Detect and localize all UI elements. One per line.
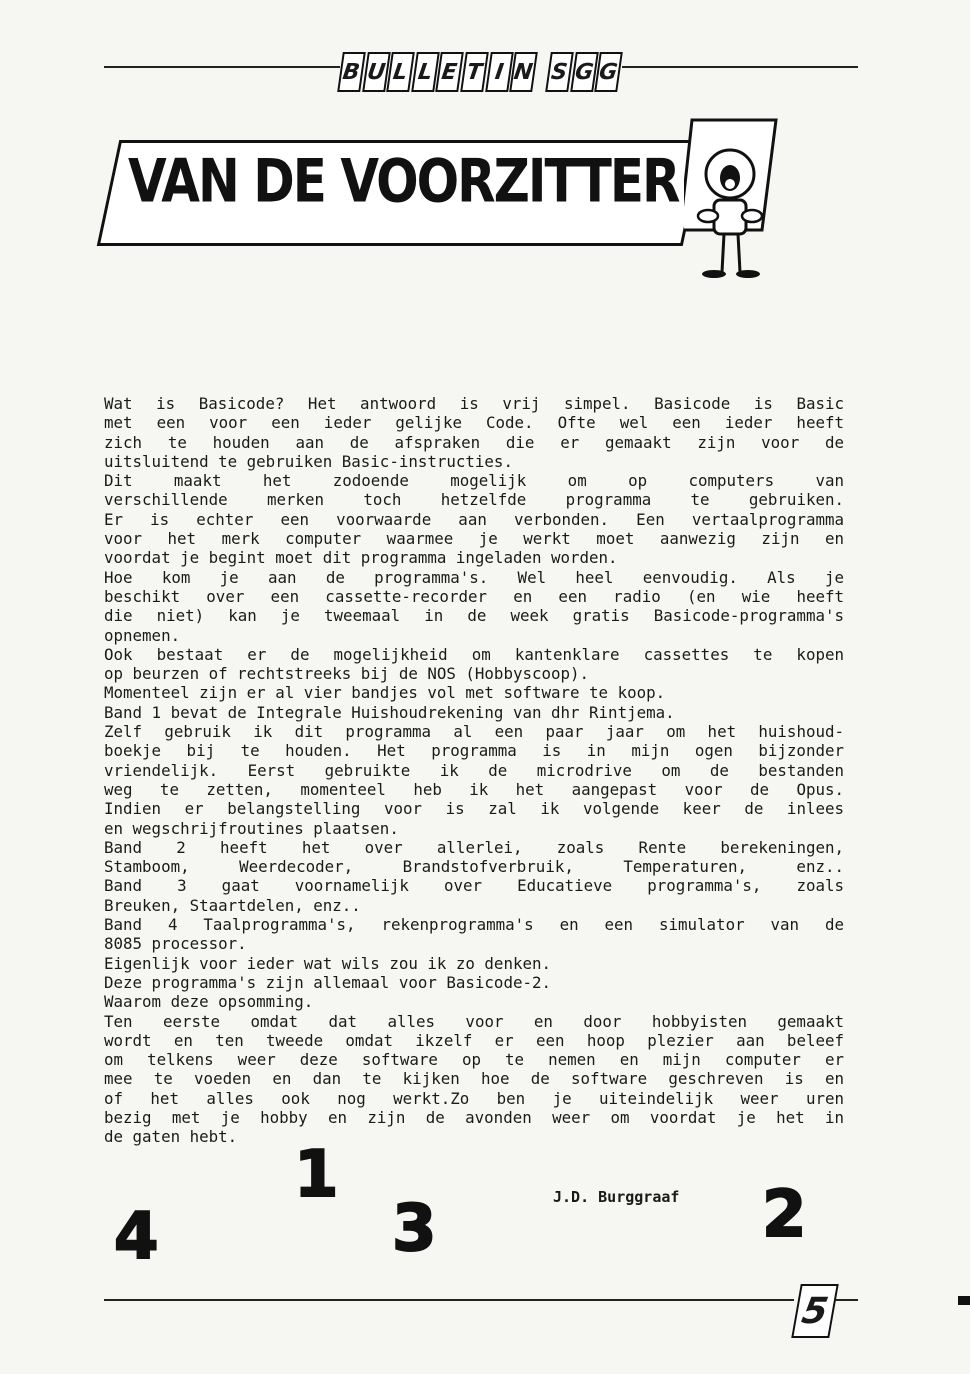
article-line: of het alles ook nog werkt.Zo ben je uiteindelijk weer uren bbox=[104, 1088, 844, 1108]
article-line: om telkens weer deze software op te nemen en mijn computer er bbox=[104, 1050, 844, 1070]
masthead-letter: T bbox=[460, 52, 488, 92]
top-rule-right bbox=[622, 66, 858, 68]
bottom-rule-right bbox=[834, 1299, 858, 1301]
article-line: verschillende merken toch hetzelfde programma te gebruiken. bbox=[104, 490, 844, 510]
masthead-letter: I bbox=[485, 52, 513, 92]
article-line: Hoe kom je aan de programma's. Wel heel eenvoudig. Als je bbox=[104, 567, 844, 587]
page-number: 5 bbox=[791, 1284, 839, 1338]
masthead bbox=[340, 50, 620, 94]
article-body bbox=[104, 394, 844, 1147]
article-line: uitsluitend te gebruiken Basic-instructies. bbox=[104, 451, 513, 471]
article-line: vriendelijk. Eerst gebruikte ik de microdrive om de bestanden bbox=[104, 760, 844, 780]
article-line: weg te zetten, momenteel heb ik het aangepast voor de Opus. bbox=[104, 779, 844, 799]
masthead-letter: G bbox=[595, 52, 623, 92]
article-line: voor het merk computer waarmee je werkt moet aanwezig zijn en bbox=[104, 529, 844, 549]
big-number-2: 2 bbox=[762, 1178, 807, 1252]
masthead-letter: L bbox=[386, 52, 414, 92]
masthead-letter: U bbox=[362, 52, 390, 92]
article-line: 8085 processor. bbox=[104, 934, 247, 954]
article-line: wordt en ten tweede omdat ikzelf er een hoop plezier aan beleef bbox=[104, 1030, 844, 1050]
article-line: Breuken, Staartdelen, enz.. bbox=[104, 895, 361, 915]
article-line: Wat is Basicode? Het antwoord is vrij simpel. Basicode is Basic bbox=[104, 394, 844, 413]
article-line: Indien er belangstelling voor is zal ik volgende keer de inlees bbox=[104, 799, 844, 819]
article-line: zich te houden aan de afspraken die er gemaakt zijn voor de bbox=[104, 432, 844, 452]
masthead-letter: E bbox=[436, 52, 464, 92]
article-line: Deze programma's zijn allemaal voor Basicode-2. bbox=[104, 972, 551, 992]
bottom-rule bbox=[104, 1299, 794, 1301]
big-number-3: 3 bbox=[392, 1192, 437, 1266]
mascot-illustration bbox=[684, 112, 784, 292]
article-line: op beurzen of rechtstreeks bij de NOS (Hobbyscoop). bbox=[104, 664, 590, 684]
article-line: Stamboom, Weerdecoder, Brandstofverbruik, Temperaturen, enz.. bbox=[104, 857, 844, 877]
article-line: beschikt over een cassette-recorder en een radio (en wie heeft bbox=[104, 586, 844, 606]
big-number-1: 1 bbox=[294, 1138, 339, 1212]
author-signature: J.D. Burggraaf bbox=[553, 1188, 680, 1206]
article-line: Momenteel zijn er al vier bandjes vol met software te koop. bbox=[104, 683, 666, 703]
article-line: Ook bestaat er de mogelijkheid om kantenklare cassettes te kopen bbox=[104, 644, 844, 664]
article-line: Eigenlijk voor ieder wat wils zou ik zo denken. bbox=[104, 953, 551, 973]
article-line: Band 3 gaat voornamelijk over Educatieve programma's, zoals bbox=[104, 876, 844, 896]
article-line: Er is echter een voorwaarde aan verbonden. Een vertaalprogramma bbox=[104, 509, 844, 529]
page-title: VAN DE VOORZITTER bbox=[128, 146, 679, 216]
masthead-letter: L bbox=[411, 52, 439, 92]
article-line: de gaten hebt. bbox=[104, 1127, 238, 1147]
article-line: boekje bij te houden. Het programma is in mijn ogen bijzonder bbox=[104, 741, 844, 761]
article-line: Dit maakt het zodoende mogelijk om op computers van bbox=[104, 471, 844, 491]
article-line: Band 4 Taalprogramma's, rekenprogramma's en een simulator van de bbox=[104, 915, 844, 935]
masthead-letter: S bbox=[545, 52, 573, 92]
big-number-4: 4 bbox=[114, 1200, 159, 1274]
article-line: Band 1 bevat de Integrale Huishoudrekening van dhr Rintjema. bbox=[104, 702, 675, 722]
article-line: en wegschrijfroutines plaatsen. bbox=[104, 818, 399, 838]
edge-mark bbox=[958, 1296, 970, 1305]
article-line: opnemen. bbox=[104, 625, 181, 645]
article-line: met een voor een ieder gelijke Code. Ofte wel een ieder heeft bbox=[104, 413, 844, 433]
masthead-letter: N bbox=[509, 52, 537, 92]
masthead-letter: G bbox=[570, 52, 598, 92]
masthead-letter: B bbox=[337, 52, 365, 92]
article-line: Waarom deze opsomming. bbox=[104, 992, 314, 1012]
article-line: bezig met je hobby en zijn de avonden weer om voordat je het in bbox=[104, 1107, 844, 1127]
article-line: voordat je begint moet dit programma ingeladen worden. bbox=[104, 548, 618, 568]
article-line: Zelf gebruik ik dit programma al een paar jaar om het huishoud- bbox=[104, 722, 844, 742]
article-line: mee te voeden en dan te kijken hoe de software geschreven is en bbox=[104, 1069, 844, 1089]
article-line: Ten eerste omdat dat alles voor en door hobbyisten gemaakt bbox=[104, 1011, 844, 1031]
top-rule bbox=[104, 66, 340, 68]
article-line: Band 2 heeft het over allerlei, zoals Rente berekeningen, bbox=[104, 837, 844, 857]
article-line: die niet) kan je tweemaal in de week gratis Basicode-programma's bbox=[104, 606, 844, 626]
